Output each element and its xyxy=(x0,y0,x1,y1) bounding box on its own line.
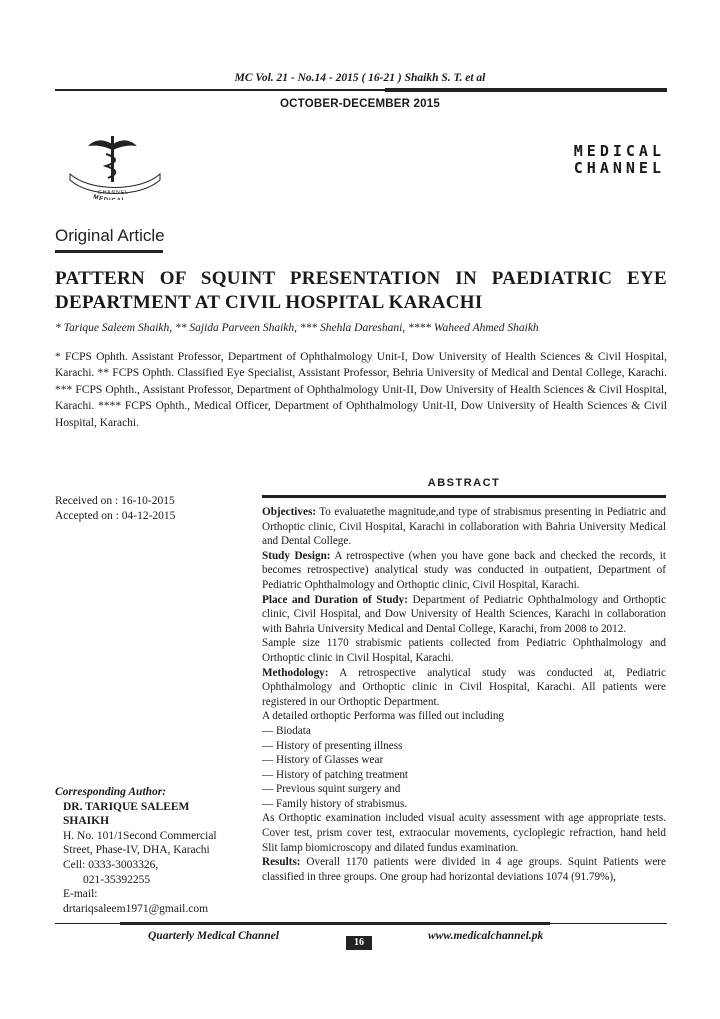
author-name: DR. TARIQUE SALEEM xyxy=(63,800,190,813)
abstract-methodology: Methodology: A retrospective analytical study was conducted at, Pediatric Ophthalmology and Orthoptic clinic in Civil Hospital, Karachi. All patients were registered in our Orthoptic Department. xyxy=(262,666,666,708)
list-item: — History of presenting illness xyxy=(262,739,403,752)
list-item: — Family history of strabismus. xyxy=(262,797,408,810)
footer-rule-thick xyxy=(120,922,550,925)
page-number: 16 xyxy=(346,936,372,950)
author-affiliations: * FCPS Ophth. Assistant Professor, Department of Ophthalmology Unit-I, Dow University of Health Sciences & Civil Hospital, Karachi. ** FCPS Ophth. Classified Eye Specialist, Assistant Professor, Behria University of Medical and Dental College, Karachi. *** FCPS Ophth., Assistant Professor, Department of Ophthalmology Unit-II, Dow University of Health Sciences & Civil Hospital, Karachi. **** FCPS Ophth., Medical Officer, Department of Ophthalmology Unit-II, Dow University of Health Sciences & Civil Hospital, Karachi. xyxy=(55,351,667,429)
article-title: PATTERN OF SQUINT PRESENTATION IN PAEDIATRIC EYE DEPARTMENT AT CIVIL HOSPITAL KARACHI xyxy=(55,268,667,313)
accepted-date: Accepted on : 04-12-2015 xyxy=(55,510,176,522)
corresponding-label: Corresponding Author: xyxy=(55,786,167,798)
caduceus-crescent-icon xyxy=(60,130,170,200)
abstract-body xyxy=(262,505,666,884)
email-label: E-mail: xyxy=(63,888,98,901)
masthead-line-1: MEDICAL xyxy=(573,142,665,160)
list-item: — Previous squint surgery and xyxy=(262,783,401,796)
list-item: — Biodata xyxy=(262,724,311,737)
abstract-place: Place and Duration of Study: Department of Pediatric Ophthalmology and Orthoptic clinic, Civil Hospital, and Dow University of Health Sciences, Karachi in collaboration with Bahria University Medical and Dental College, Karachi, from 2008 to 2012. xyxy=(262,593,666,635)
author-name-cont: SHAIKH xyxy=(63,815,110,828)
article-type: Original Article xyxy=(55,226,165,245)
corresponding-author xyxy=(55,785,255,916)
abstract-rule xyxy=(262,495,666,498)
journal-logo xyxy=(60,130,170,200)
abstract-sample: Sample size 1170 strabismic patients collected from Pediatric Ophthalmology and Orthoptic clinic in Civil Hospital, Karachi. xyxy=(262,637,666,664)
issue-date: OCTOBER-DECEMBER 2015 xyxy=(280,98,440,110)
abstract-exam: As Orthoptic examination included visual acuity assessment with age appropriate tests. Cover test, prism cover test, extraocular movements, cycloplegic refraction, hand held Slit lamp biomicroscopy and dilated fundus examination. xyxy=(262,812,666,854)
phone-number: 021-35392255 xyxy=(83,873,151,886)
article-type-rule xyxy=(55,250,163,253)
cell-number: Cell: 0333-3003326, xyxy=(63,858,159,871)
abstract-results: Results: Overall 1170 patients were divided in 4 age groups. Squint Patients were classified in three groups. One group had horizontal deviations 1074 (91.79%), xyxy=(262,856,666,883)
abstract-design: Study Design: A retrospective (when you have gone back and checked the records, it becomes retrospective) analytical study was conducted in outpatient, Department of Pediatric Ophthalmology and Orthoptic clinic, Civil Hospital, Karachi. xyxy=(262,549,666,591)
received-date: Received on : 16-10-2015 xyxy=(55,495,175,507)
abstract-performa: A detailed orthoptic Performa was filled out including xyxy=(262,710,505,723)
abstract-heading: ABSTRACT xyxy=(427,477,501,489)
svg-text:CHANNEL: CHANNEL xyxy=(98,190,129,196)
author-list: * Tarique Saleem Shaikh, ** Sajida Parveen Shaikh, *** Shehla Dareshani, **** Waheed Ahmed Shaikh xyxy=(55,322,539,334)
list-item: — History of Glasses wear xyxy=(262,754,384,767)
address-line-2: Street, Phase-IV, DHA, Karachi xyxy=(63,844,210,857)
masthead xyxy=(574,143,665,177)
svg-text:MEDICAL: ME xyxy=(92,194,105,200)
running-header: MC Vol. 21 - No.14 - 2015 ( 16-21 ) Shaikh S. T. et al xyxy=(234,72,486,84)
header-rule-thick xyxy=(385,88,667,92)
article-dates xyxy=(55,494,255,524)
abstract-objectives: Objectives: To evaluatethe magnitude,and type of strabismus presenting in Pediatric and Orthoptic clinic, Civil Hospital, Karachi in collaboration with Bahria University Medical and Dental College. xyxy=(262,506,666,548)
footer-journal: Quarterly Medical Channel xyxy=(148,930,279,942)
email-address[interactable]: drtariqsaleem1971@gmail.com xyxy=(63,902,209,915)
address-line-1: H. No. 101/1Second Commercial xyxy=(63,829,217,842)
list-item: — History of patching treatment xyxy=(262,768,409,781)
masthead-line-2: CHANNEL xyxy=(573,159,665,177)
footer-website[interactable]: www.medicalchannel.pk xyxy=(428,930,544,942)
